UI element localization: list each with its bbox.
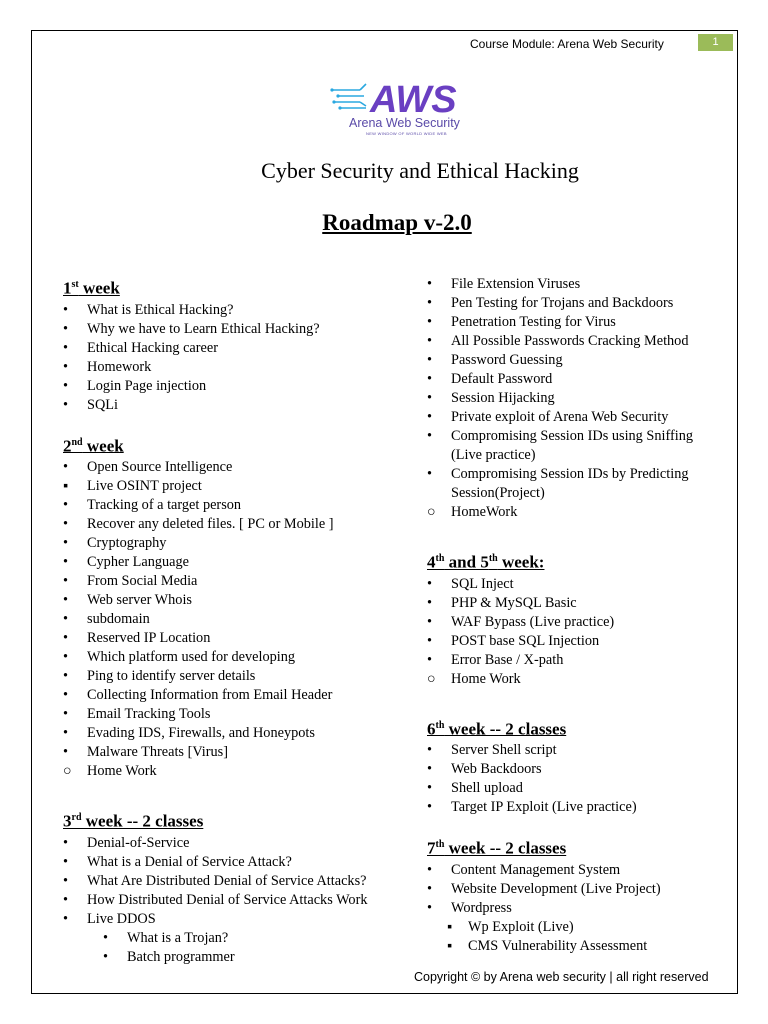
document-subtitle: Roadmap v-2.0 xyxy=(322,210,472,235)
week-3-heading: 3rd week -- 2 classes xyxy=(63,811,204,831)
week-3-list xyxy=(63,834,413,967)
week-4-5-heading: 4th and 5th week: xyxy=(427,552,545,572)
list-item: ○ Home Work xyxy=(63,763,157,780)
list-item: • Collecting Information from Email Header xyxy=(63,687,333,704)
list-subitem: • What is a Trojan? xyxy=(103,929,229,946)
list-subitem: ▪ Wp Exploit (Live) xyxy=(447,918,574,935)
list-subitem: ▪ CMS Vulnerability Assessment xyxy=(447,937,648,954)
week-3-continued-list xyxy=(427,275,768,522)
list-item: • Compromising Session IDs by Predicting xyxy=(427,466,689,482)
list-item: ○ HomeWork xyxy=(427,504,518,520)
list-item: • Login Page injection xyxy=(63,377,207,394)
list-item: • Pen Testing for Trojans and Backdoors xyxy=(427,295,674,311)
list-item: • Website Development (Live Project) xyxy=(427,880,661,897)
week-1-list xyxy=(63,301,413,415)
document-title: Cyber Security and Ethical Hacking xyxy=(261,158,579,183)
week-7-list xyxy=(427,861,768,956)
week-1-heading: 1st week xyxy=(63,278,120,298)
list-item: • Content Management System xyxy=(427,861,621,878)
left-column xyxy=(63,274,413,967)
list-item: • Denial-of-Service xyxy=(63,834,190,851)
list-item: • Session Hijacking xyxy=(427,390,555,406)
list-item: • Why we have to Learn Ethical Hacking? xyxy=(63,320,320,337)
week-2-list xyxy=(63,458,413,781)
list-item: • SQLi xyxy=(63,396,118,413)
list-item: • What is Ethical Hacking? xyxy=(63,301,234,318)
week-2-heading: 2nd week xyxy=(63,436,124,456)
list-item: • How Distributed Denial of Service Attacks Work xyxy=(63,891,368,908)
week-6-heading: 6th week -- 2 classes xyxy=(427,719,567,739)
week-6-list xyxy=(427,741,768,817)
list-item: • Recover any deleted files. [ PC or Mobile ] xyxy=(63,516,334,533)
list-item: • Cryptography xyxy=(63,535,167,552)
list-item: ▪ Live OSINT project xyxy=(63,478,202,495)
list-item: • What Are Distributed Denial of Service Attacks? xyxy=(63,872,367,889)
list-item: • Which platform used for developing xyxy=(63,649,296,666)
logo-name: Arena Web Security xyxy=(349,116,460,130)
list-item: • Ethical Hacking career xyxy=(63,339,218,356)
list-item: • Email Tracking Tools xyxy=(63,706,211,723)
list-item: • Private exploit of Arena Web Security xyxy=(427,409,669,425)
list-item: • Tracking of a target person xyxy=(63,497,242,514)
list-item: • File Extension Viruses xyxy=(427,276,581,292)
list-item: • From Social Media xyxy=(63,573,198,590)
list-item: • Malware Threats [Virus] xyxy=(63,744,228,761)
list-item: • SQL Inject xyxy=(427,575,514,592)
list-item: • Ping to identify server details xyxy=(63,668,256,685)
copyright-footer: Copyright © by Arena web security | all right reserved xyxy=(414,970,709,984)
list-item: • Password Guessing xyxy=(427,352,563,368)
list-item: • subdomain xyxy=(63,611,150,628)
list-item-continuation: Session(Project) xyxy=(451,485,545,501)
list-item: • Compromising Session IDs using Sniffing xyxy=(427,428,694,444)
header-module: Course Module: Arena Web Security xyxy=(470,37,664,51)
logo-tagline: NEW WINDOW OF WORLD WIDE WEB xyxy=(366,131,447,136)
list-item: • Default Password xyxy=(427,371,553,387)
list-item: • Error Base / X-path xyxy=(427,651,564,668)
list-item: • All Possible Passwords Cracking Method xyxy=(427,333,689,349)
list-item: • Evading IDS, Firewalls, and Honeypots xyxy=(63,725,315,742)
list-item: ○ Home Work xyxy=(427,670,521,687)
list-item-continuation: (Live practice) xyxy=(451,447,536,463)
list-item: • What is a Denial of Service Attack? xyxy=(63,853,292,870)
list-subitem: • Batch programmer xyxy=(103,948,235,965)
list-item: • Open Source Intelligence xyxy=(63,459,233,476)
list-item: • Target IP Exploit (Live practice) xyxy=(427,799,637,816)
list-item: • Homework xyxy=(63,358,152,375)
week-4-5-list xyxy=(427,575,768,689)
list-item: • Web server Whois xyxy=(63,592,192,609)
page-number-badge: 1 xyxy=(698,34,733,51)
list-item: • Cypher Language xyxy=(63,554,190,571)
list-item: • Web Backdoors xyxy=(427,761,542,778)
list-item: • Server Shell script xyxy=(427,742,557,759)
list-item: • WAF Bypass (Live practice) xyxy=(427,613,615,630)
list-item: • POST base SQL Injection xyxy=(427,632,600,649)
list-item: • Reserved IP Location xyxy=(63,630,211,647)
week-7-heading: 7th week -- 2 classes xyxy=(427,838,567,858)
list-item: • Penetration Testing for Virus xyxy=(427,314,616,330)
logo-mark: AWS xyxy=(370,79,457,121)
list-item: • PHP & MySQL Basic xyxy=(427,594,577,611)
list-item: • Wordpress xyxy=(427,899,512,916)
right-column xyxy=(427,274,768,956)
list-item: • Shell upload xyxy=(427,780,523,797)
list-item: • Live DDOS xyxy=(63,910,156,927)
